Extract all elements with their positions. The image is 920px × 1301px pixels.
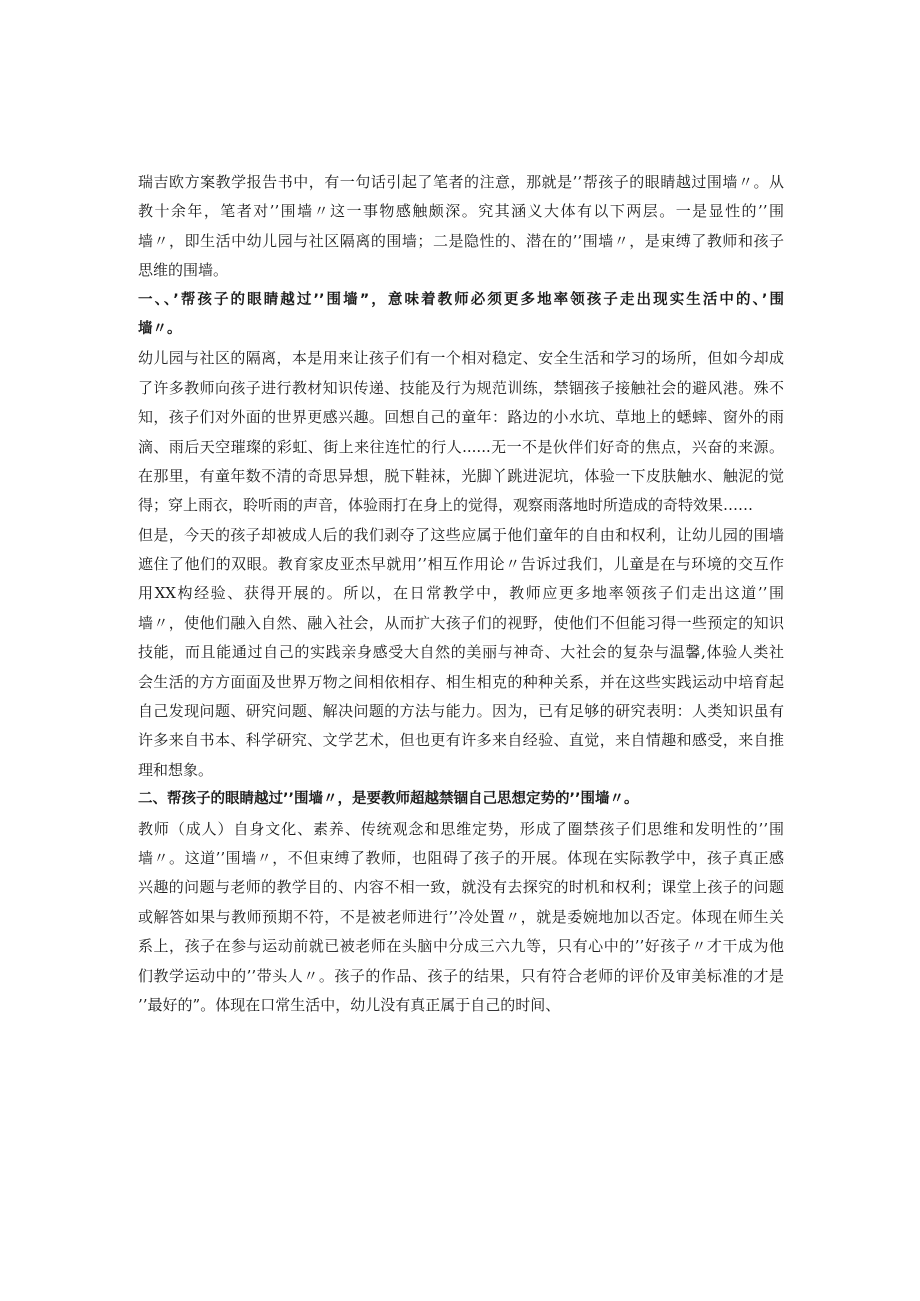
text-line: 遮住了他们的双眼。教育家皮亚杰早就用’’相互作用论〃告诉过我们，儿童是在与环境的交互作 bbox=[138, 555, 784, 574]
section-heading-2 bbox=[138, 785, 784, 814]
text-line: 但是，今天的孩子却被成人后的我们剥夺了这些应属于他们童年的自由和权利，让幼儿园的围墙 bbox=[138, 525, 784, 544]
text-line: 幼儿园与社区的隔离，本是用来让孩子们有一个相对稳定、安全生活和学习的场所，但如今却成 bbox=[138, 349, 784, 368]
paragraph-intro bbox=[138, 168, 784, 286]
heading-line: 二、帮孩子的眼睛越过’’围墙〃，是要教师超越禁锢自己思想定势的’’围墙〃。 bbox=[138, 791, 639, 808]
text-line: 技能，而且能通过自己的实践亲身感受大自然的美丽与神奇、大社会的复杂与温馨,体验人类社 bbox=[138, 643, 784, 662]
section-heading-1 bbox=[138, 286, 784, 345]
text-line: 理和想象。 bbox=[138, 760, 214, 779]
paragraph-body bbox=[138, 344, 784, 520]
text-line: 得；穿上雨衣，聆听雨的声音，体验雨打在身上的觉得，观察雨落地时所造成的奇特效果…… bbox=[138, 496, 754, 515]
text-line: 或解答如果与教师预期不符，不是被老师进行’’冷处置〃，就是委婉地加以否定。体现在师生关 bbox=[138, 907, 784, 926]
text-line: 了许多教师向孩子进行教材知识传递、技能及行为规范训练，禁锢孩子接触社会的避风港。殊不 bbox=[138, 378, 784, 397]
text-line: 教师（成人）自身文化、素养、传统观念和思维定势，形成了圈禁孩子们思维和发明性的’’围 bbox=[138, 819, 784, 838]
paragraph-body bbox=[138, 815, 784, 1021]
text-line: 墙〃，即生活中幼儿园与社区隔离的围墙；二是隐性的、潜在的’’围墙〃，是束缚了教师和孩子 bbox=[138, 231, 784, 250]
text-line: 兴趣的问题与老师的教学目的、内容不相一致，就没有去探究的时机和权利；课堂上孩子的问题 bbox=[138, 878, 784, 897]
heading-line: 墙〃。 bbox=[138, 320, 182, 337]
text-line: 知，孩子们对外面的世界更感兴趣。回想自己的童年：路边的小水坑、草地上的蟋蟀、窗外的雨 bbox=[138, 408, 784, 427]
text-line: 滴、雨后天空璀璨的彩虹、街上来往连忙的行人......无一不是伙伴们好奇的焦点，兴奋的来源。 bbox=[138, 437, 784, 456]
text-line: 们教学运动中的’’带头人〃。孩子的作品、孩子的结果，只有符合老师的评价及审美标准的才是 bbox=[138, 966, 784, 985]
text-line: 用XX构经验、获得开展的。所以，在日常教学中，教师应更多地率领孩子们走出这道’’围 bbox=[138, 584, 784, 603]
text-line: 思维的围墙。 bbox=[138, 261, 229, 280]
text-line: 在那里，有童年数不清的奇思异想，脱下鞋袜，光脚丫跳进泥坑，体验一下皮肤触水、触泥的觉 bbox=[138, 466, 784, 485]
text-line: 系上，孩子在参与运动前就已被老师在头脑中分成三六九等，只有心中的’’好孩子〃才干成为他 bbox=[138, 937, 784, 956]
text-line: 自己发现问题、研究问题、解决问题的方法与能力。因为，已有足够的研究表明：人类知识虽有 bbox=[138, 702, 784, 721]
heading-line: 一、、’帮孩子的眼睛越过’’围墙”，意味着教师必须更多地率领孩子走出现实生活中的、’围 bbox=[138, 291, 784, 308]
text-line: 墙〃，使他们融入自然、融入社会，从而扩大孩子们的视野，使他们不但能习得一些预定的知识 bbox=[138, 613, 784, 632]
paragraph-body bbox=[138, 521, 784, 786]
text-line: 教十余年，笔者对’’围墙〃这一事物感触颇深。究其涵义大体有以下两层。一是显性的’’围 bbox=[138, 202, 784, 221]
text-line: 许多来自书本、科学研究、文学艺术，但也更有许多来自经验、直觉，来自情趣和感受，来自推 bbox=[138, 731, 784, 750]
text-line: 会生活的方方面面及世界万物之间相依相存、相生相克的种种关系，并在这些实践运动中培育起 bbox=[138, 672, 784, 691]
text-line: 墙〃。这道’’围墙〃，不但束缚了教师，也阻碍了孩子的开展。体现在实际教学中，孩子真正感 bbox=[138, 848, 784, 867]
text-line: 瑞吉欧方案教学报告书中，有一句话引起了笔者的注意，那就是’’帮孩子的眼睛越过围墙〃。从 bbox=[138, 173, 784, 191]
text-line: ’’最好的”。体现在口常生活中，幼儿没有真正属于自己的时间、 bbox=[138, 995, 561, 1014]
document-page bbox=[138, 168, 784, 1020]
